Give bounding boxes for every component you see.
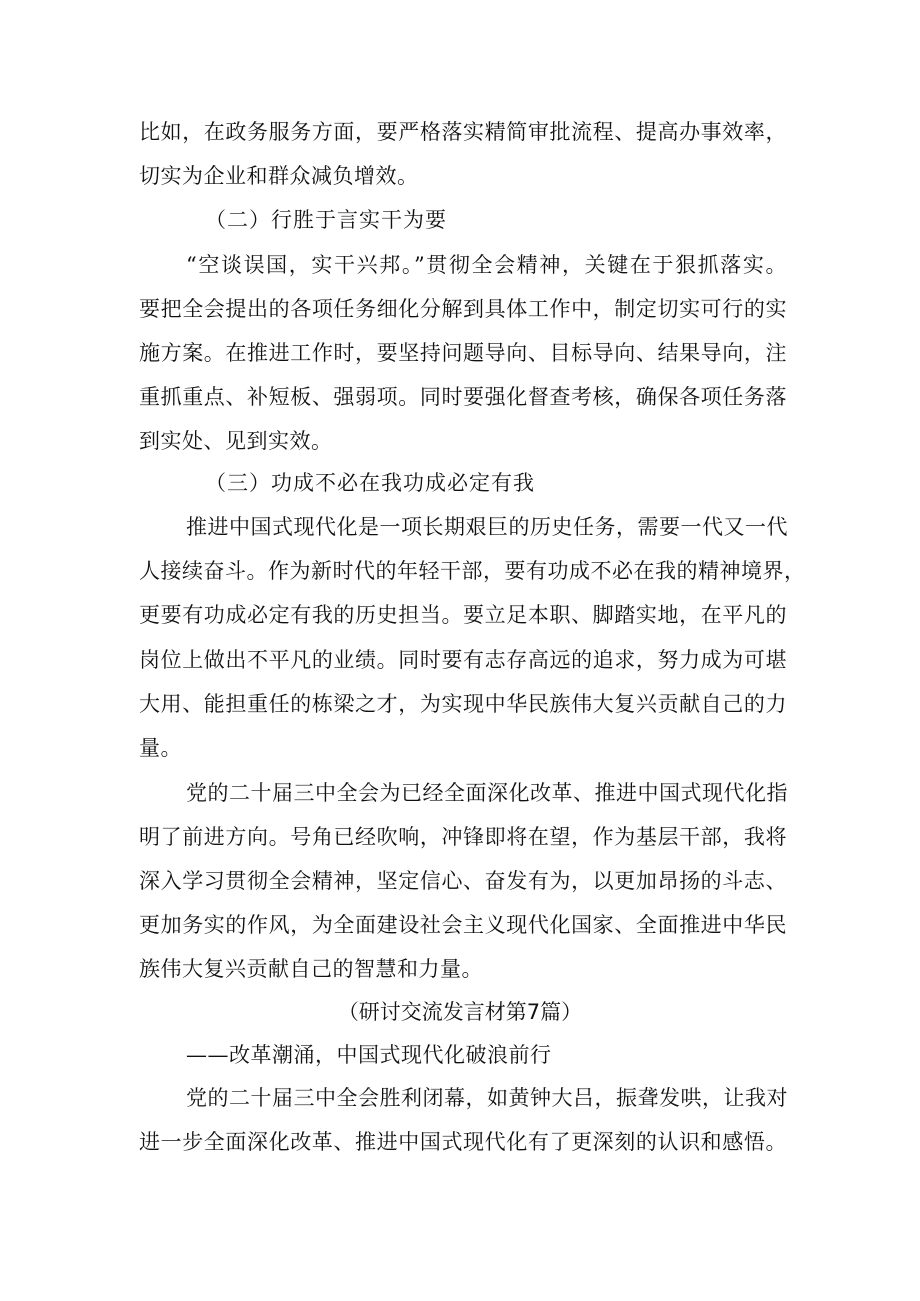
text-line: 重抓重点、补短板、强弱项。同时要强化督查考核，确保各项任务落 [139,385,787,409]
text-line: 推进中国式现代化是一项长期艰巨的历史任务，需要一代又一代 [186,515,788,539]
text-line: 党的二十届三中全会为已经全面深化改革、推进中国式现代化指 [186,781,788,805]
text-line: 更加务实的作风，为全面建设社会主义现代化国家、全面推进中华民 [139,913,787,937]
text-line: 党的二十届三中全会胜利闭幕，如黄钟大吕，振聋发哄，让我对 [186,1086,788,1110]
section-heading-3: （三）功成不必在我功成必定有我 [205,471,535,495]
text-line: 到实处、见到实效。 [139,429,333,453]
text-line: 明了前进方向。号角已经吹响，冲锋即将在望，作为基层干部，我将 [139,825,787,849]
text-line: 岗位上做出不平凡的业绩。同时要有志存高远的追求，努力成为可堪 [139,648,787,672]
text-line: 大用、能担重任的栋梁之才，为实现中华民族伟大复兴贡献自己的力 [139,692,787,716]
text-line: 人接续奋斗。作为新时代的年轻干部，要有功成不必在我的精神境界， [139,559,806,583]
text-line: 要把全会提出的各项任务细化分解到具体工作中，制定切实可行的实 [139,297,787,321]
text-line: 更要有功成必定有我的历史担当。要立足本职、脚踏实地，在平凡的 [139,603,787,627]
section-title: （研讨交流发言材第7篇） [337,1000,583,1024]
text-line: “空谈误国，实干兴邦。”贯彻全会精神，关键在于狠抓落实。 [186,253,787,277]
text-line: 深入学习贯彻全会精神，坚定信心、奋发有为，以更加昂扬的斗志、 [139,869,787,893]
text-line: 切实为企业和群众减负增效。 [139,164,419,188]
text-line: 量。 [139,736,182,760]
section-heading-2: （二）行胜于言实干为要 [205,208,447,232]
text-line: 进一步全面深化改革、推进中国式现代化有了更深刻的认识和感悟。 [139,1130,787,1154]
text-line: 比如，在政务服务方面，要严格落实精简审批流程、提高办事效率， [139,120,787,144]
text-line: 族伟大复兴贡献自己的智慧和力量。 [139,957,483,981]
text-line: 施方案。在推进工作时，要坚持问题导向、目标导向、结果导向，注 [139,341,787,365]
subtitle: ——改革潮涌，中国式现代化破浪前行 [186,1043,552,1067]
